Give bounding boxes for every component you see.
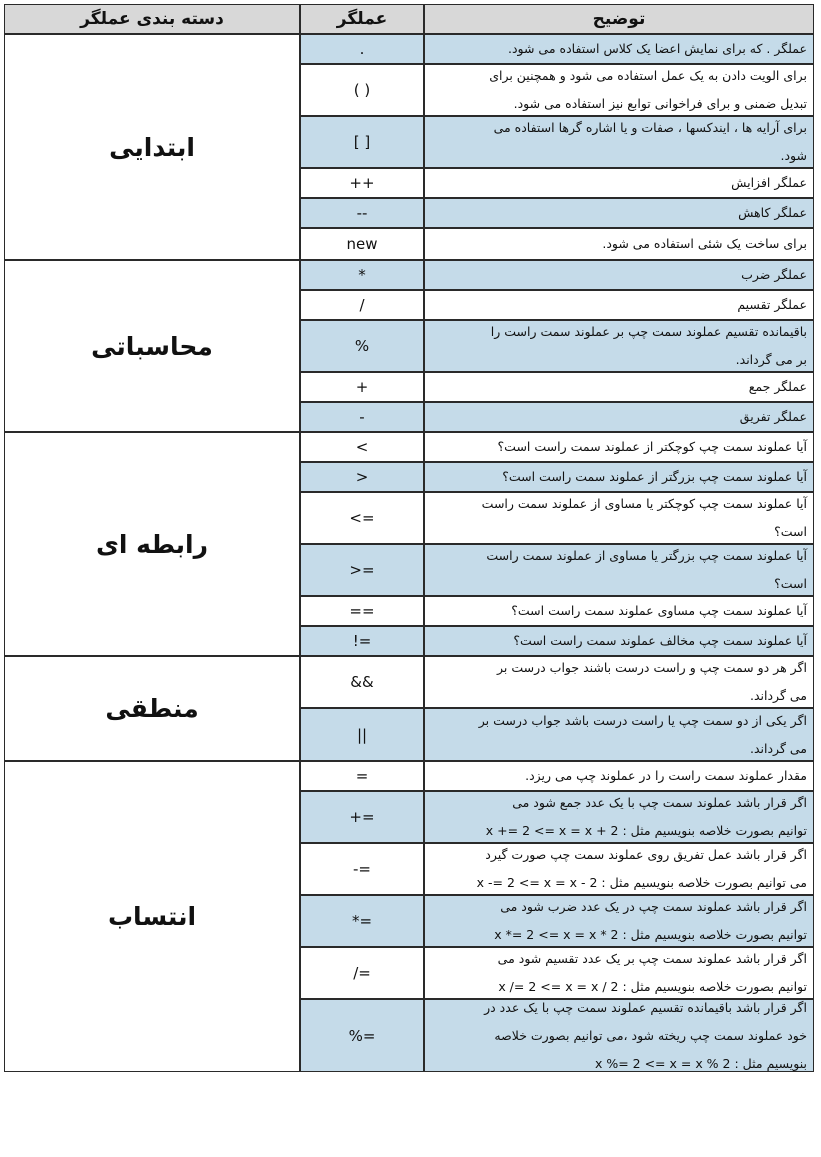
operator-cell: new bbox=[300, 228, 424, 260]
description-text: اگر یکی از دو سمت چپ یا راست درست باشد جواب درست بر می گرداند. bbox=[478, 712, 807, 756]
description-cell bbox=[424, 656, 814, 708]
operator-cell: += bbox=[300, 791, 424, 843]
category-cell: انتساب bbox=[4, 761, 300, 1072]
description-text: عملگر . که برای نمایش اعضا یک کلاس استفاده می شود. bbox=[507, 41, 807, 56]
operator-cell: == bbox=[300, 596, 424, 626]
description-text: عملگر کاهش bbox=[738, 205, 807, 220]
description-cell bbox=[424, 761, 814, 791]
description-cell bbox=[424, 228, 814, 260]
category-cell: رابطه ای bbox=[4, 432, 300, 656]
description-text: برای ساخت یک شئی استفاده می شود. bbox=[602, 236, 807, 251]
description-text: برای الویت دادن به یک عمل استفاده می شود و همچنین برای تبدیل ضمنی و برای فراخوانی توابع نیز استفاده می شود. bbox=[489, 68, 807, 111]
description-cell bbox=[424, 372, 814, 402]
operator-cell: -- bbox=[300, 198, 424, 228]
description-text: اگر قرار باشد عملوند سمت چپ در یک عدد ضرب شود می توانیم بصورت خلاصه بنویسیم مثل : x *= 2 <= x = x * 2 bbox=[494, 899, 807, 942]
description-cell bbox=[424, 64, 814, 116]
category-cell: ابتدایی bbox=[4, 34, 300, 260]
description-text: عملگر ضرب bbox=[741, 267, 807, 282]
operator-cell: -= bbox=[300, 843, 424, 895]
operator-cell: *= bbox=[300, 895, 424, 947]
operators-table bbox=[4, 4, 814, 1152]
operator-cell: <= bbox=[300, 492, 424, 544]
header-description: توضیح bbox=[424, 4, 814, 34]
description-text: آیا عملوند سمت چپ مساوی عملوند سمت راست است؟ bbox=[511, 603, 807, 618]
description-text: عملگر تفریق bbox=[739, 409, 807, 424]
description-cell bbox=[424, 290, 814, 320]
description-cell bbox=[424, 791, 814, 843]
operator-cell: * bbox=[300, 260, 424, 290]
description-text: اگر قرار باشد باقیمانده تقسیم عملوند سمت چپ با یک عدد در خود عملوند سمت چپ ریخته شود ،می توانیم بصورت خلاصه بنویسیم مثل : x %= 2 <= x = x % 2 bbox=[484, 999, 807, 1071]
description-cell bbox=[424, 947, 814, 999]
operator-cell: != bbox=[300, 626, 424, 656]
operator-cell: . bbox=[300, 34, 424, 64]
operator-cell: %= bbox=[300, 999, 424, 1072]
operator-cell: = bbox=[300, 761, 424, 791]
operator-cell: [ ] bbox=[300, 116, 424, 168]
description-cell bbox=[424, 168, 814, 198]
description-cell bbox=[424, 999, 814, 1072]
description-cell bbox=[424, 198, 814, 228]
description-text: آیا عملوند سمت چپ مخالف عملوند سمت راست است؟ bbox=[513, 633, 807, 648]
description-text: آیا عملوند سمت چپ کوچکتر از عملوند سمت راست است؟ bbox=[497, 439, 807, 454]
description-text: آیا عملوند سمت چپ کوچکتر یا مساوی از عملوند سمت راست است؟ bbox=[481, 496, 807, 539]
description-cell bbox=[424, 492, 814, 544]
description-cell bbox=[424, 116, 814, 168]
description-cell bbox=[424, 626, 814, 656]
operator-cell: >= bbox=[300, 544, 424, 596]
description-cell bbox=[424, 34, 814, 64]
operator-cell: ++ bbox=[300, 168, 424, 198]
category-cell: محاسباتی bbox=[4, 260, 300, 432]
description-cell bbox=[424, 843, 814, 895]
operator-cell: / bbox=[300, 290, 424, 320]
operator-cell: > bbox=[300, 462, 424, 492]
operator-cell: ( ) bbox=[300, 64, 424, 116]
operator-cell: && bbox=[300, 656, 424, 708]
operator-cell: % bbox=[300, 320, 424, 372]
description-text: اگر قرار باشد عملوند سمت چپ با یک عدد جمع شود می توانیم بصورت خلاصه بنویسیم مثل : x += 2 <= x = x + 2 bbox=[485, 795, 807, 838]
description-text: آیا عملوند سمت چپ بزرگتر از عملوند سمت راست است؟ bbox=[502, 469, 807, 484]
description-cell bbox=[424, 544, 814, 596]
description-cell bbox=[424, 462, 814, 492]
description-text: باقیمانده تقسیم عملوند سمت چپ بر عملوند سمت راست را بر می گرداند. bbox=[490, 324, 807, 367]
operator-cell: || bbox=[300, 708, 424, 761]
description-cell bbox=[424, 895, 814, 947]
description-text: برای آرایه ها ، ایندکسها ، صفات و یا اشاره گرها استفاده می شود. bbox=[493, 120, 807, 163]
description-cell bbox=[424, 320, 814, 372]
description-text: اگر هر دو سمت چپ و راست درست باشند جواب درست بر می گرداند. bbox=[497, 660, 807, 703]
header-operator: عملگر bbox=[300, 4, 424, 34]
description-text: اگر قرار باشد عملوند سمت چپ بر یک عدد تقسیم شود می توانیم بصورت خلاصه بنویسیم مثل : x /= 2 <= x = x / 2 bbox=[497, 951, 807, 994]
description-text: عملگر جمع bbox=[748, 379, 807, 394]
description-text: آیا عملوند سمت چپ بزرگتر یا مساوی از عملوند سمت راست است؟ bbox=[486, 548, 807, 591]
operator-cell: < bbox=[300, 432, 424, 462]
operator-cell: + bbox=[300, 372, 424, 402]
operator-cell: /= bbox=[300, 947, 424, 999]
header-category: دسته بندی عملگر bbox=[4, 4, 300, 34]
description-cell bbox=[424, 260, 814, 290]
description-text: اگر قرار باشد عمل تفریق روی عملوند سمت چپ صورت گیرد می توانیم بصورت خلاصه بنویسیم مثل : x -= 2 <= x = x - 2 bbox=[476, 847, 807, 890]
description-cell bbox=[424, 596, 814, 626]
description-cell bbox=[424, 432, 814, 462]
category-cell: منطقی bbox=[4, 656, 300, 761]
description-cell bbox=[424, 708, 814, 761]
description-text: عملگر تقسیم bbox=[737, 297, 807, 312]
operator-cell: - bbox=[300, 402, 424, 432]
description-text: مقدار عملوند سمت راست را در عملوند چپ می ریزد. bbox=[525, 768, 807, 783]
description-cell bbox=[424, 402, 814, 432]
description-text: عملگر افزایش bbox=[731, 175, 807, 190]
